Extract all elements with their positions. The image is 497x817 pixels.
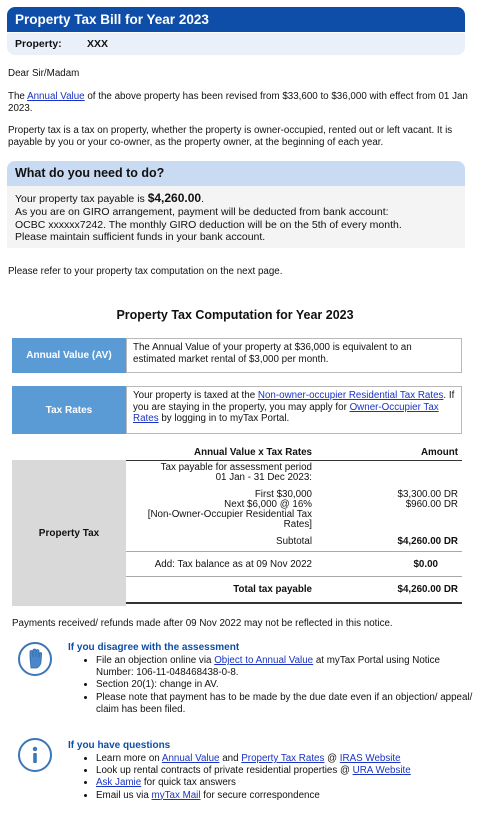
property-tax-rates-link[interactable]: Property Tax Rates	[241, 753, 325, 764]
period-line-2: 01 Jan - 31 Dec 2023:	[215, 472, 312, 483]
what-to-do-heading: What do you need to do?	[7, 161, 465, 186]
learn-more-text: Learn more on	[96, 753, 162, 764]
and-text: and	[219, 753, 242, 764]
disagree-heading: If you disagree with the assessment	[68, 642, 240, 653]
questions-heading: If you have questions	[68, 740, 171, 751]
giro-deduction-text: . The monthly GIRO deduction will be on the 5th of every month.	[103, 218, 402, 231]
payable-line	[15, 192, 457, 206]
ask-jamie-link[interactable]: Ask Jamie	[96, 777, 142, 789]
ask-jamie-text: for quick tax answers	[141, 777, 236, 789]
list-item	[96, 655, 476, 679]
list-item: • Section 20(1): change in AV.	[96, 679, 476, 691]
questions-list	[80, 753, 476, 802]
funds-line: Please maintain sufficient funds in your bank account.	[15, 231, 266, 244]
balance-rule	[126, 576, 462, 577]
balance-amount: $0.00	[413, 559, 438, 570]
rate-note-2: Rates]	[283, 519, 312, 530]
owner-occupier-rates-link[interactable]: Owner-Occupier Tax Rates	[133, 401, 439, 424]
objection-text-post: at myTax Portal using Notice Number: 106-11-048468438-0-8.	[96, 655, 441, 679]
next-band-amount: $960.00 DR	[405, 499, 458, 510]
payable-amount: $4,260.00	[147, 191, 202, 205]
computation-title: Property Tax Computation for Year 2023	[116, 308, 354, 322]
subtotal-amount: $4,260.00 DR	[397, 536, 458, 547]
total-label: Total tax payable	[233, 584, 312, 595]
first-band-amount: $3,300.00 DR	[397, 489, 458, 500]
property-label: Property:	[15, 38, 62, 50]
disagree-list	[80, 655, 476, 716]
period-line-1: Tax payable for assessment period	[160, 462, 312, 473]
property-tax-paragraph: Property tax is a tax on property, whether the property is owner-occupied, rented out or left vacant. It is payable by you or your co-owner, as the property owner, at the beginning of each year.	[8, 125, 453, 148]
tax-rates-label: Tax Rates	[12, 386, 126, 434]
iras-website-link[interactable]: IRAS Website	[339, 753, 401, 764]
list-item: • Please note that payment has to be made by the due date even if an objection/ appeal/ claim has been filed.	[96, 692, 476, 716]
mytax-mail-link[interactable]: myTax Mail	[151, 789, 201, 801]
tax-rates-description	[126, 386, 462, 434]
col-header-amount: Amount	[420, 447, 458, 458]
total-rule	[126, 602, 462, 604]
info-icon	[18, 738, 52, 772]
hand-stop-icon	[18, 642, 52, 676]
revision-text-pre: The	[8, 91, 28, 102]
refer-note: Please refer to your property tax computation on the next page.	[8, 266, 283, 277]
payable-text: Your property tax payable is	[15, 193, 148, 205]
revision-paragraph	[8, 91, 470, 115]
annual-value-info-link[interactable]: Annual Value	[161, 753, 220, 764]
page-title: Property Tax Bill for Year 2023	[7, 7, 465, 32]
bank-line	[15, 219, 457, 232]
list-item	[96, 753, 476, 765]
rates-text-pre: Your property is taxed at the	[133, 390, 258, 401]
rates-text-mid: . If you are staying in the property, you may apply for	[133, 390, 455, 413]
col-header-av-rates: Annual Value x Tax Rates	[194, 447, 312, 458]
rates-text-post: by logging in to myTax Portal.	[158, 413, 290, 424]
rate-note-1: [Non-Owner-Occupier Residential Tax	[147, 509, 312, 520]
ura-website-link[interactable]: URA Website	[352, 765, 411, 777]
at-text: @	[324, 753, 340, 764]
subtotal-label: Subtotal	[276, 536, 312, 547]
payments-note: Payments received/ refunds made after 09 Nov 2022 may not be reflected in this notice.	[12, 618, 393, 629]
revision-text-post: of the above property has been revised from $33,600 to $36,000 with effect from 01 Jan 2023.	[8, 91, 468, 114]
payment-box	[7, 186, 465, 248]
total-amount: $4,260.00 DR	[397, 584, 458, 595]
bank-account: OCBC xxxxxx7242	[15, 218, 104, 231]
list-item	[96, 765, 476, 777]
annual-value-link[interactable]: Annual Value	[27, 91, 85, 102]
objection-text-pre: File an objection online via	[96, 655, 215, 666]
non-owner-occupier-rates-link[interactable]: Non-owner-occupier Residential Tax Rates	[257, 390, 444, 401]
property-value: XXX	[87, 38, 109, 50]
rental-lookup-text: Look up rental contracts of private residential properties @	[96, 765, 353, 777]
email-text-pre: Email us via	[96, 789, 152, 801]
table-header-rule	[126, 460, 462, 461]
annual-value-description: The Annual Value of your property at $36,000 is equivalent to an estimated market rental of $3,000 per month.	[126, 338, 462, 373]
list-item	[96, 777, 476, 789]
next-band-label: Next $6,000 @ 16%	[224, 499, 312, 510]
property-row	[7, 33, 465, 55]
salutation: Dear Sir/Madam	[8, 68, 80, 79]
payable-period: .	[201, 193, 205, 205]
annual-value-label: Annual Value (AV)	[12, 338, 126, 373]
giro-line: As you are on GIRO arrangement, payment will be deducted from bank account:	[15, 205, 389, 218]
property-tax-label: Property Tax	[12, 460, 126, 606]
email-text-post: for secure correspondence	[200, 789, 320, 801]
first-band-label: First $30,000	[254, 489, 312, 500]
balance-label: Add: Tax balance as at 09 Nov 2022	[154, 559, 312, 570]
list-item	[96, 790, 476, 802]
subtotal-rule	[126, 551, 462, 552]
object-to-annual-value-link[interactable]: Object to Annual Value	[214, 655, 314, 666]
